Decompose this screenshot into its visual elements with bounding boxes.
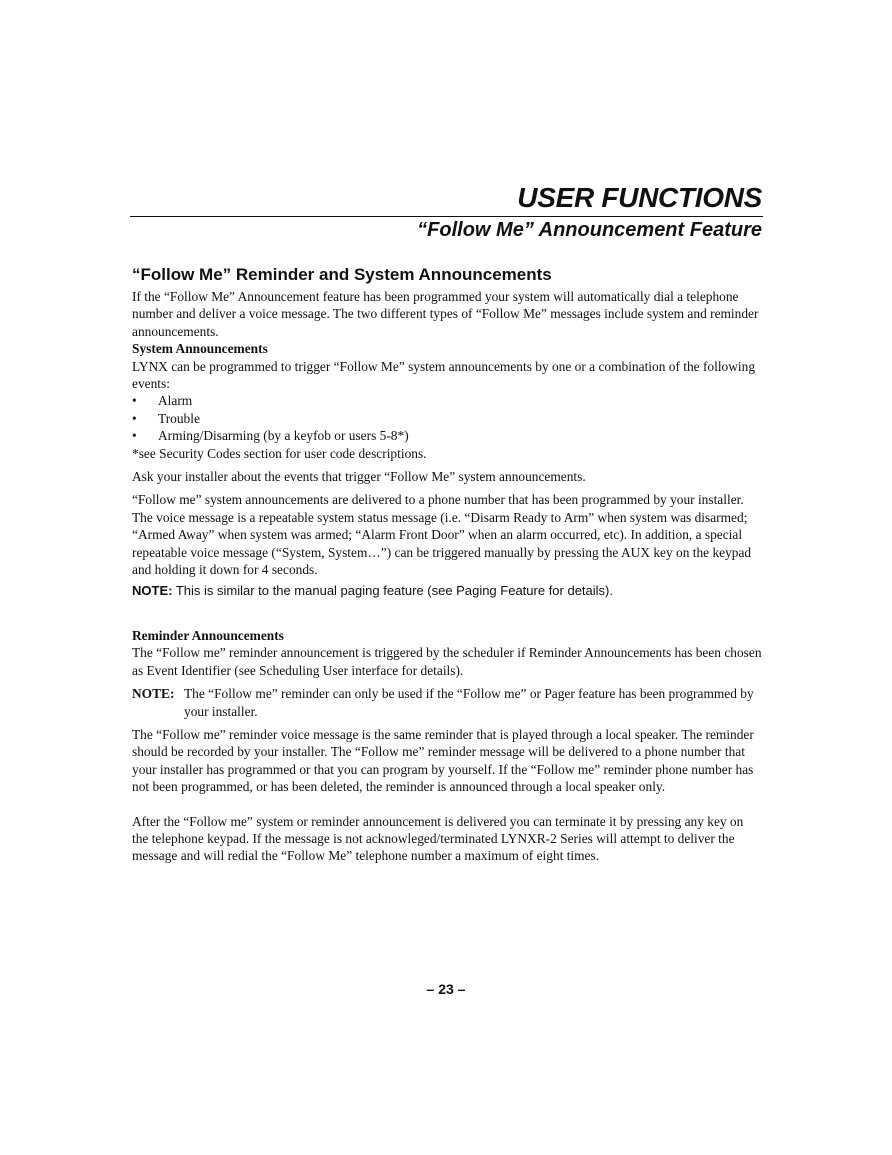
section-gap (132, 599, 762, 627)
system-announcements-heading: System Announcements (132, 341, 268, 357)
event-label: Trouble (158, 410, 200, 426)
list-item (132, 427, 762, 444)
paragraph-gap (132, 796, 762, 813)
event-list (132, 392, 762, 444)
note-label: NOTE: (132, 686, 175, 702)
note-text: The “Follow me” reminder can only be used if the “Follow me” or Pager feature has been programmed by your installer. (184, 686, 754, 719)
reminder-announcements-text: The “Follow me” reminder announcement is triggered by the scheduler if Reminder Announcements has been chosen as Event Identifier (see Scheduling User interface for details). (132, 645, 762, 678)
list-item (132, 410, 762, 427)
system-announcements-text: LYNX can be programmed to trigger “Follow Me” system announcements by one or a combination of the following events: (132, 358, 756, 392)
chapter-title: USER FUNCTIONS (517, 182, 762, 213)
section-heading: “Follow Me” Reminder and System Announcements (132, 265, 552, 284)
bullet-icon: • (132, 410, 137, 426)
note-label: NOTE: (132, 582, 173, 598)
ask-installer-text: Ask your installer about the events that trigger “Follow Me” system announcements. (132, 469, 586, 485)
event-label: Alarm (158, 393, 193, 409)
note-text: This is similar to the manual paging feature (see Paging Feature for details). (172, 582, 613, 598)
delivery-paragraph: “Follow me” system announcements are delivered to a phone number that has been programmed by your installer. The voice message is a repeatable system status message (i.e. “Disarm Ready to Arm” when system was disarmed; “Armed Away” when system was armed; “Alarm Front Door” when an alarm occurred, etc). In addition, a special repeatable voice message (“System, System…”) can be triggered manually by pressing the AUX key on the keypad and holding it down for 4 seconds. (132, 492, 752, 578)
intro-paragraph: If the “Follow Me” Announcement feature has been programmed your system will automatically dial a telephone number and deliver a voice message. The two different types of “Follow Me” messages include system and reminder announcements. (132, 289, 759, 339)
event-label: Arming/Disarming (by a keyfob or users 5-8*) (158, 428, 409, 444)
voice-message-paragraph: The “Follow me” reminder voice message is the same reminder that is played through a local speaker. The reminder should be recorded by your installer. The “Follow me” reminder message will be delivered to a phone number that your installer has programmed or that you can program by yourself. If the “Follow me” reminder phone number has not been programmed, or has been deleted, the reminder is announced through a local speaker only. (132, 726, 754, 795)
header-divider (130, 216, 763, 217)
paging-note (132, 582, 762, 599)
page-number: – 23 – (426, 981, 466, 997)
reminder-announcements-heading: Reminder Announcements (132, 627, 284, 643)
footnote: *see Security Codes section for user code descriptions. (132, 445, 427, 461)
list-item (132, 392, 762, 409)
terminate-paragraph: After the “Follow me” system or reminder announcement is delivered you can terminate it by pressing any key on the telephone keypad. If the message is not acknowleged/terminated LYNXR-2 Series will attempt to deliver the message and will redial the “Follow Me” telephone number a maximum of eight times. (132, 813, 744, 864)
bullet-icon: • (132, 393, 137, 409)
page-body (132, 264, 762, 865)
chapter-subtitle: “Follow Me” Announcement Feature (417, 219, 762, 241)
bullet-icon: • (132, 428, 137, 444)
reminder-note (132, 685, 762, 720)
